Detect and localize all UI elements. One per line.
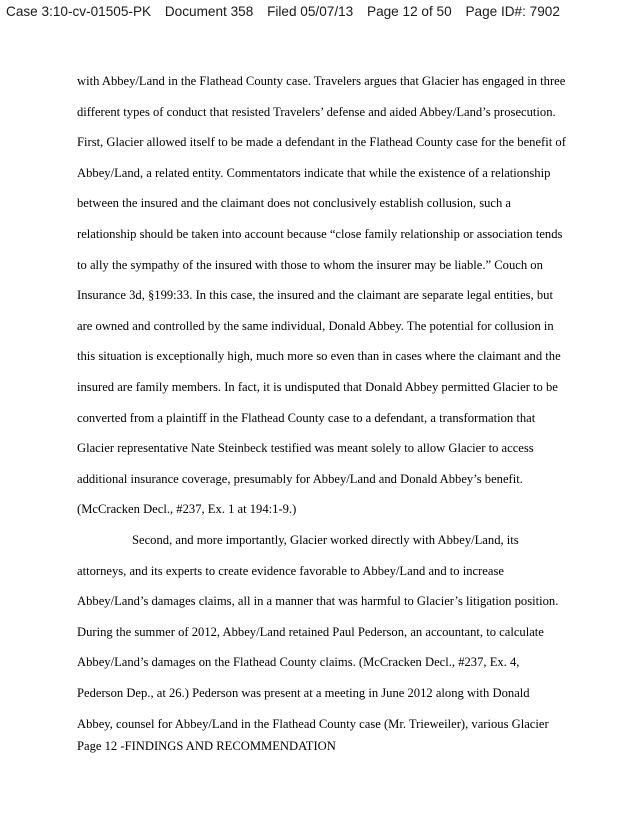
page-footer: Page 12 -FINDINGS AND RECOMMENDATION — [77, 739, 336, 753]
text-line: insured are family members. In fact, it is undisputed that Donald Abbey permitted Glacier to be — [77, 380, 558, 394]
text-line: attorneys, and its experts to create evidence favorable to Abbey/Land and to increase — [77, 563, 504, 578]
text-line: converted from a plaintiff in the Flathead County case to a defendant, a transformation that — [77, 410, 536, 425]
paragraph-start-line: Second, and more importantly, Glacier worked directly with Abbey/Land, its — [132, 533, 519, 547]
page-count: Page 12 of 50 — [367, 4, 452, 19]
filed-date: Filed 05/07/13 — [267, 4, 354, 19]
page-id: Page ID#: 7902 — [465, 4, 560, 19]
text-line: Abbey, counsel for Abbey/Land in the Flathead County case (Mr. Trieweiler), various Glacier — [77, 716, 549, 731]
text-line: Glacier representative Nate Steinbeck testified was meant solely to allow Glacier to access — [77, 441, 534, 456]
text-line: between the insured and the claimant does not conclusively establish collusion, such a — [77, 196, 512, 211]
text-line: Abbey/Land’s damages on the Flathead County claims. (McCracken Decl., #237, Ex. 4, — [77, 655, 520, 670]
text-line: During the summer of 2012, Abbey/Land retained Paul Pederson, an accountant, to calculate — [77, 624, 544, 639]
document-number: Document 358 — [164, 4, 254, 19]
text-line: to ally the sympathy of the insured with those to whom the insurer may be liable.” Couch on — [77, 257, 543, 272]
text-line: Insurance 3d, §199:33. In this case, the insured and the claimant are separate legal entities, but — [77, 288, 553, 303]
case-header — [6, 4, 632, 19]
text-line: are owned and controlled by the same individual, Donald Abbey. The potential for collusion in — [77, 318, 554, 333]
text-line: First, Glacier allowed itself to be made a defendant in the Flathead County case for the benefit of — [77, 135, 566, 150]
text-line: this situation is exceptionally high, much more so even than in cases where the claimant and the — [77, 349, 561, 364]
case-number: Case 3:10-cv-01505-PK — [6, 4, 152, 19]
text-line: additional insurance coverage, presumably for Abbey/Land and Donald Abbey’s benefit. — [77, 471, 523, 486]
text-line: relationship should be taken into account because “close family relationship or association tends — [77, 227, 563, 241]
text-line: different types of conduct that resisted Travelers’ defense and aided Abbey/Land’s prosecution. — [77, 104, 556, 119]
text-line: (McCracken Decl., #237, Ex. 1 at 194:1-9.) — [77, 502, 297, 517]
text-line: Pederson Dep., at 26.) Pederson was present at a meeting in June 2012 along with Donald — [77, 686, 530, 700]
text-line: Abbey/Land, a related entity. Commentators indicate that while the existence of a relationship — [77, 165, 551, 180]
text-line: Abbey/Land’s damages claims, all in a manner that was harmful to Glacier’s litigation position. — [77, 594, 559, 609]
text-line: with Abbey/Land in the Flathead County case. Travelers argues that Glacier has engaged in three — [77, 74, 566, 88]
